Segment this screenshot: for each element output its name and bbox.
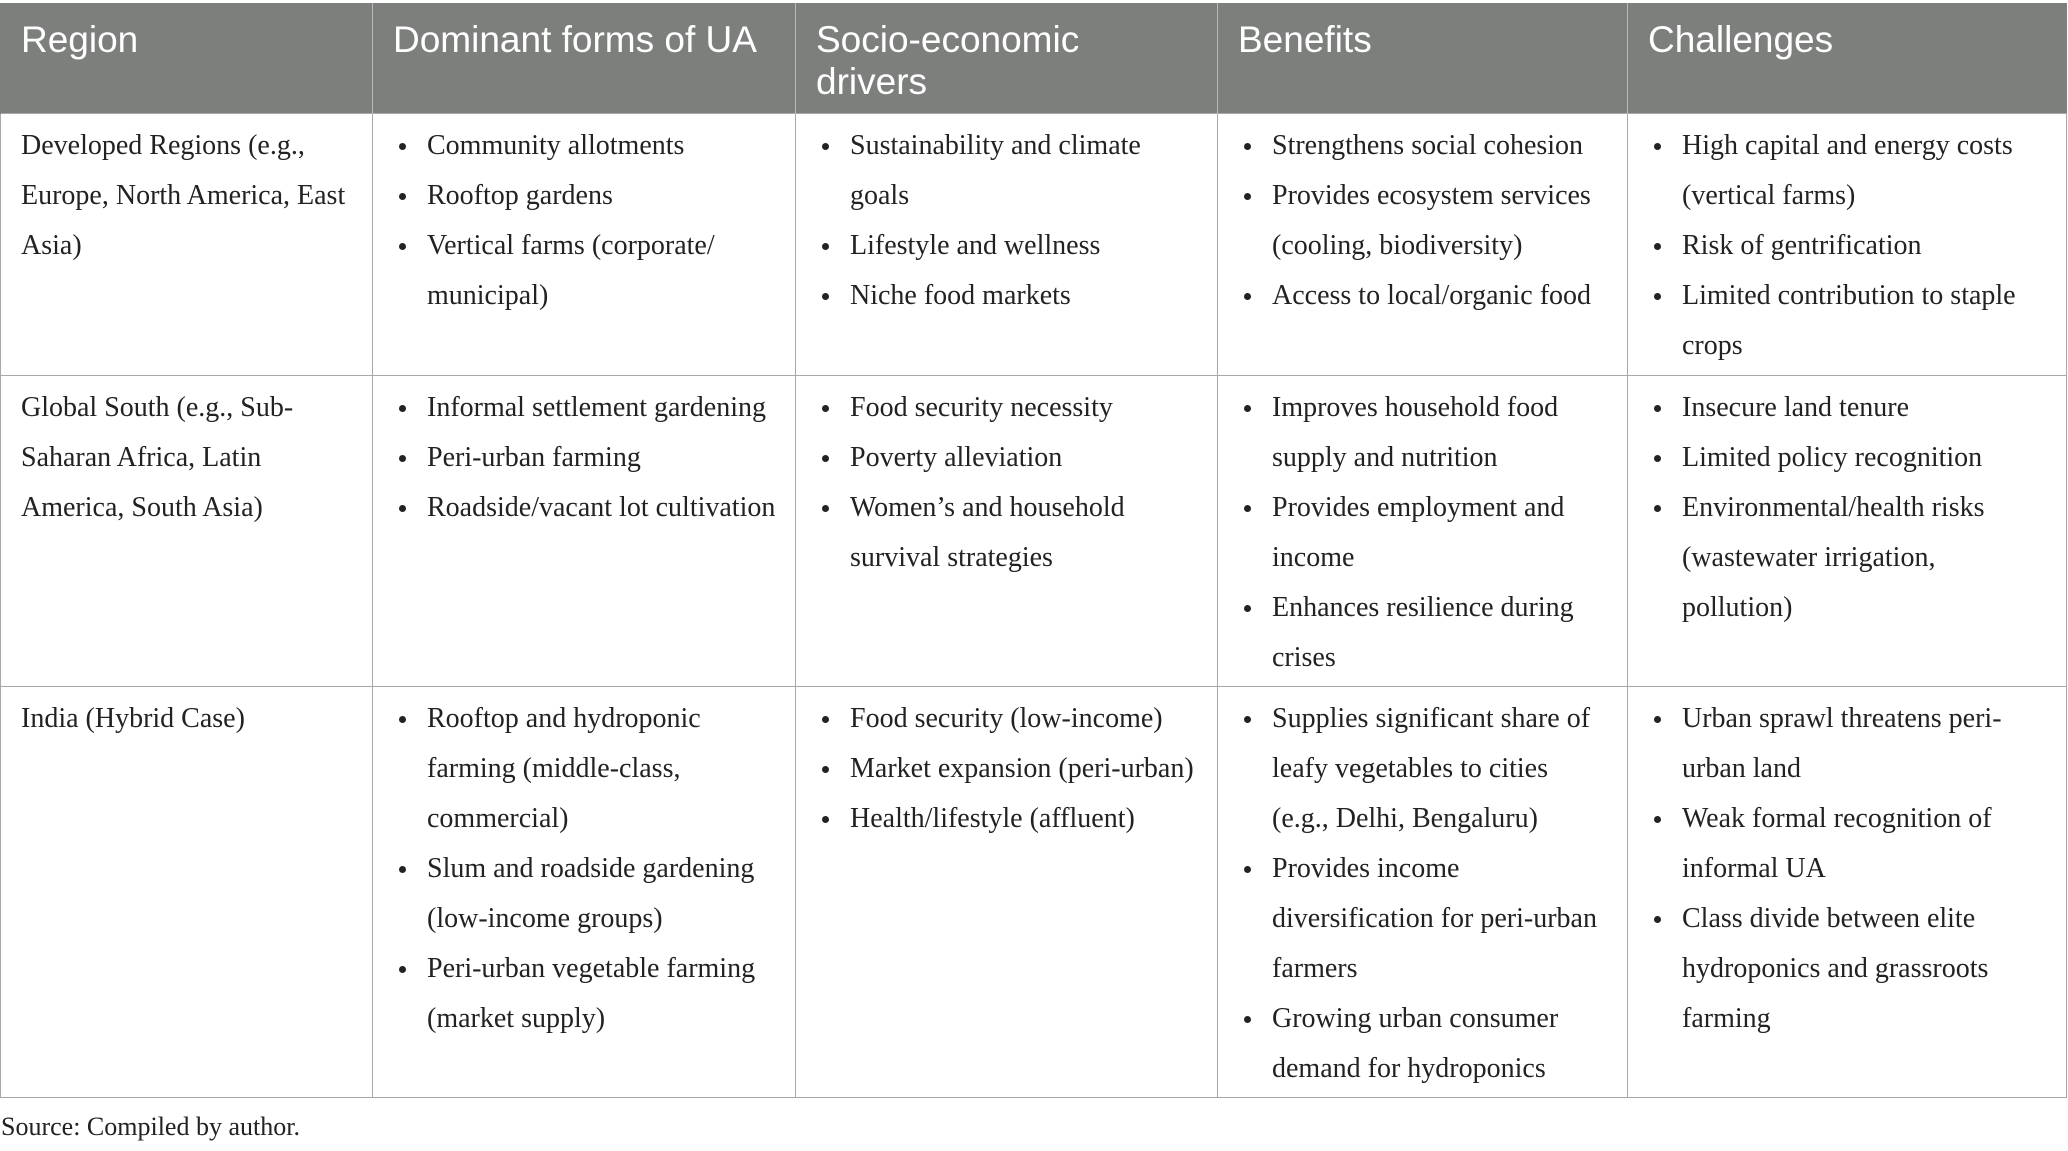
benefits-list xyxy=(1238,121,1609,321)
header-benefits: Benefits xyxy=(1218,3,1628,114)
cell-region: Global South (e.g., Sub-Saharan Africa, Latin America, South Asia) xyxy=(1,376,373,687)
table-row-india xyxy=(1,687,2067,1098)
forms-list xyxy=(393,694,777,1044)
list-item: Informal settlement gardening xyxy=(427,383,777,433)
list-item: Improves household food supply and nutrition xyxy=(1272,383,1609,483)
list-item: Community allotments xyxy=(427,121,777,171)
header-challenges: Challenges xyxy=(1628,3,2067,114)
list-item: Slum and roadside gardening (low-income groups) xyxy=(427,844,777,944)
challenges-list xyxy=(1648,694,2048,1044)
list-item: Insecure land tenure xyxy=(1682,383,2048,433)
benefits-list xyxy=(1238,383,1609,683)
list-item: Rooftop and hydroponic farming (middle-class, commercial) xyxy=(427,694,777,844)
cell-benefits xyxy=(1218,687,1628,1098)
list-item: Food security necessity xyxy=(850,383,1199,433)
list-item: Growing urban consumer demand for hydroponics xyxy=(1272,994,1609,1094)
list-item: Roadside/vacant lot cultivation xyxy=(427,483,777,533)
list-item: Provides income diversification for peri-urban farmers xyxy=(1272,844,1609,994)
table-row-developed-regions xyxy=(1,114,2067,376)
list-item: Sustainability and climate goals xyxy=(850,121,1199,221)
list-item: Environmental/health risks (wastewater irrigation, pollution) xyxy=(1682,483,2048,633)
list-item: Limited contribution to staple crops xyxy=(1682,271,2048,371)
list-item: Peri-urban vegetable farming (market supply) xyxy=(427,944,777,1044)
cell-region: Developed Regions (e.g., Europe, North America, East Asia) xyxy=(1,114,373,376)
header-socio-economic-drivers: Socio-economic drivers xyxy=(796,3,1218,114)
list-item: Class divide between elite hydroponics and grassroots farming xyxy=(1682,894,2048,1044)
list-item: Vertical farms (corporate/ municipal) xyxy=(427,221,777,321)
list-item: Market expansion (peri-urban) xyxy=(850,744,1199,794)
list-item: Limited policy recognition xyxy=(1682,433,2048,483)
list-item: Food security (low-income) xyxy=(850,694,1199,744)
list-item: Provides employment and income xyxy=(1272,483,1609,583)
list-item: Niche food markets xyxy=(850,271,1199,321)
list-item: Health/lifestyle (affluent) xyxy=(850,794,1199,844)
challenges-list xyxy=(1648,383,2048,633)
list-item: High capital and energy costs (vertical farms) xyxy=(1682,121,2048,221)
cell-drivers xyxy=(796,376,1218,687)
list-item: Provides ecosystem services (cooling, biodiversity) xyxy=(1272,171,1609,271)
table-row-global-south xyxy=(1,376,2067,687)
cell-benefits xyxy=(1218,114,1628,376)
source-note: Source: Compiled by author. xyxy=(1,1112,300,1141)
list-item: Weak formal recognition of informal UA xyxy=(1682,794,2048,894)
cell-forms xyxy=(373,687,796,1098)
list-item: Enhances resilience during crises xyxy=(1272,583,1609,683)
list-item: Poverty alleviation xyxy=(850,433,1199,483)
list-item: Access to local/organic food xyxy=(1272,271,1609,321)
list-item: Supplies significant share of leafy vegetables to cities (e.g., Delhi, Bengaluru) xyxy=(1272,694,1609,844)
benefits-list xyxy=(1238,694,1609,1094)
table-header-row xyxy=(1,3,2067,114)
cell-region: India (Hybrid Case) xyxy=(1,687,373,1098)
cell-benefits xyxy=(1218,376,1628,687)
cell-drivers xyxy=(796,114,1218,376)
cell-drivers xyxy=(796,687,1218,1098)
header-dominant-forms: Dominant forms of UA xyxy=(373,3,796,114)
list-item: Peri-urban farming xyxy=(427,433,777,483)
list-item: Lifestyle and wellness xyxy=(850,221,1199,271)
challenges-list xyxy=(1648,121,2048,371)
drivers-list xyxy=(816,121,1199,321)
cell-forms xyxy=(373,114,796,376)
comparison-table xyxy=(0,3,2067,1098)
forms-list xyxy=(393,121,777,321)
cell-forms xyxy=(373,376,796,687)
list-item: Strengthens social cohesion xyxy=(1272,121,1609,171)
header-region: Region xyxy=(1,3,373,114)
list-item: Rooftop gardens xyxy=(427,171,777,221)
cell-challenges xyxy=(1628,376,2067,687)
list-item: Urban sprawl threatens peri-urban land xyxy=(1682,694,2048,794)
cell-challenges xyxy=(1628,687,2067,1098)
list-item: Women’s and household survival strategies xyxy=(850,483,1199,583)
drivers-list xyxy=(816,383,1199,583)
forms-list xyxy=(393,383,777,533)
list-item: Risk of gentrification xyxy=(1682,221,2048,271)
comparison-table-container xyxy=(0,3,2066,1098)
drivers-list xyxy=(816,694,1199,844)
cell-challenges xyxy=(1628,114,2067,376)
